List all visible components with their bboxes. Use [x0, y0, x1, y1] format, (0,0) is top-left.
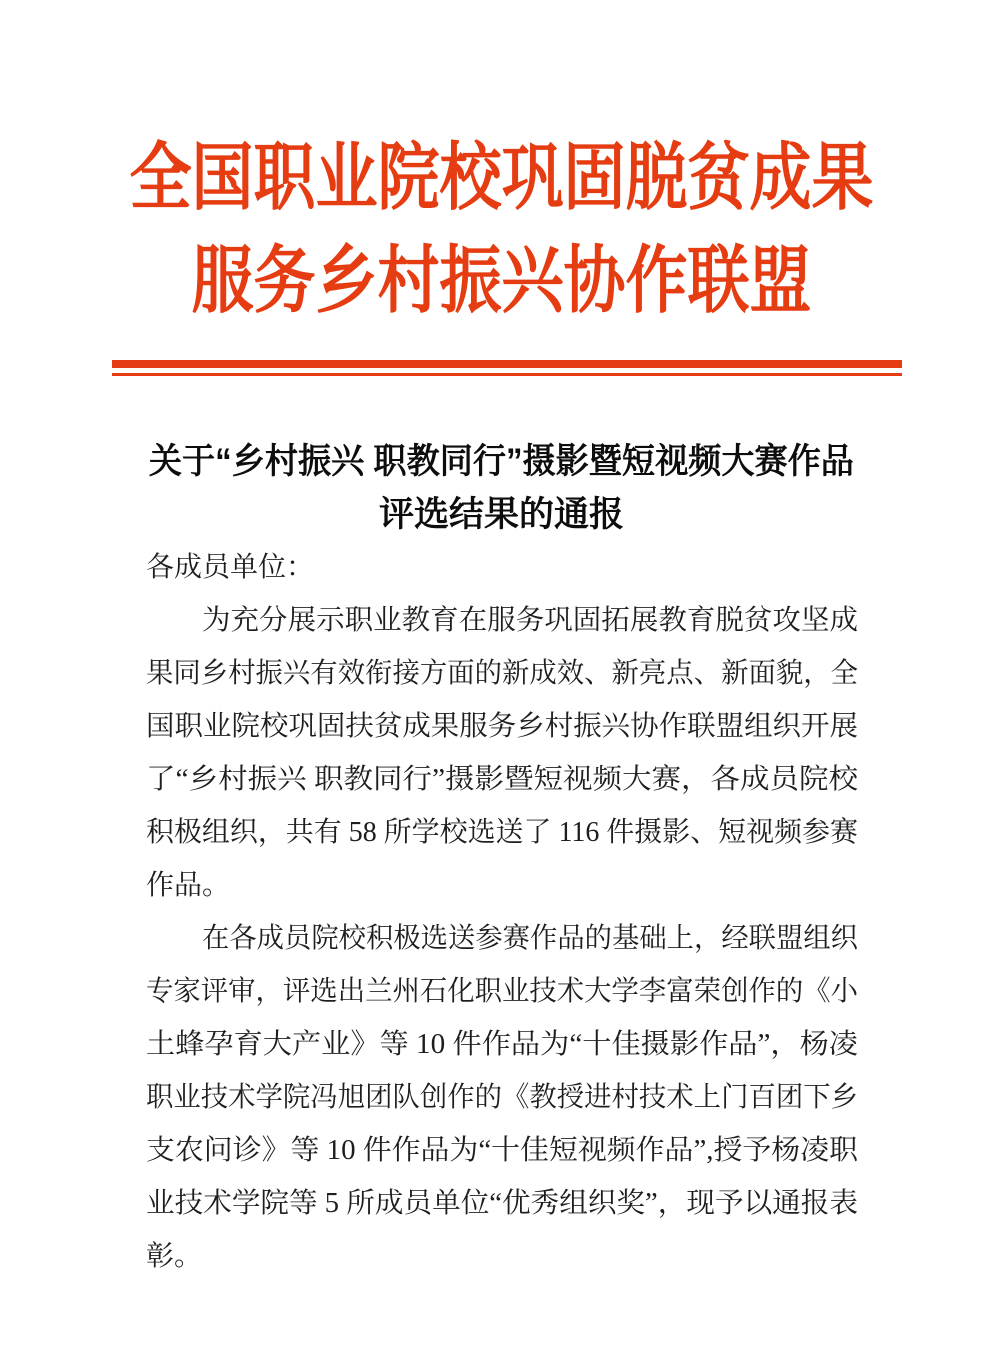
body-line: 果同乡村振兴有效衔接方面的新成效、新亮点、新面貌，全 — [146, 658, 858, 689]
body-line: 土蜂孕育大产业》等 10 件作品为“十佳摄影作品”，杨凌 — [146, 1029, 858, 1060]
document-body — [146, 541, 858, 1283]
letterhead-line-2-text: 服务乡村振兴协作联盟 — [191, 241, 812, 323]
letterhead — [0, 128, 1003, 334]
body-line: 各成员单位： — [146, 552, 315, 583]
body-line: 为充分展示职业教育在服务巩固拓展教育脱贫攻坚成 — [202, 605, 858, 636]
body-line: 支农问诊》等 10 件作品为“十佳短视频作品”,授予杨凌职 — [146, 1135, 858, 1166]
body-line: 职业技术学院冯旭团队创作的《教授进村技术上门百团下乡 — [146, 1082, 858, 1113]
letterhead-line-2 — [0, 231, 1003, 334]
document-title — [60, 435, 943, 541]
letterhead-line-1 — [0, 128, 1003, 231]
body-line: 国职业院校巩固扶贫成果服务乡村振兴协作联盟组织开展 — [146, 711, 858, 742]
body-line: 积极组织，共有 58 所学校选送了 116 件摄影、短视频参赛 — [146, 817, 858, 848]
body-line: 专家评审，评选出兰州石化职业技术大学李富荣创作的《小 — [146, 976, 858, 1007]
divider-rule-thin — [112, 373, 902, 376]
body-line: 在各成员院校积极选送参赛作品的基础上，经联盟组织 — [202, 923, 858, 954]
letterhead-line-1-text: 全国职业院校巩固脱贫成果 — [129, 138, 874, 220]
body-line: 业技术学院等 5 所成员单位“优秀组织奖”，现予以通报表 — [146, 1188, 858, 1219]
document-title-line-2: 评选结果的通报 — [378, 495, 624, 534]
body-line: 了“乡村振兴 职教同行”摄影暨短视频大赛，各成员院校 — [146, 764, 858, 795]
body-line: 彰。 — [146, 1241, 203, 1272]
body-line: 作品。 — [146, 870, 231, 901]
document-title-line-1: 关于“乡村振兴 职教同行”摄影暨短视频大赛作品 — [148, 442, 854, 481]
divider-rule-thick — [112, 360, 902, 368]
